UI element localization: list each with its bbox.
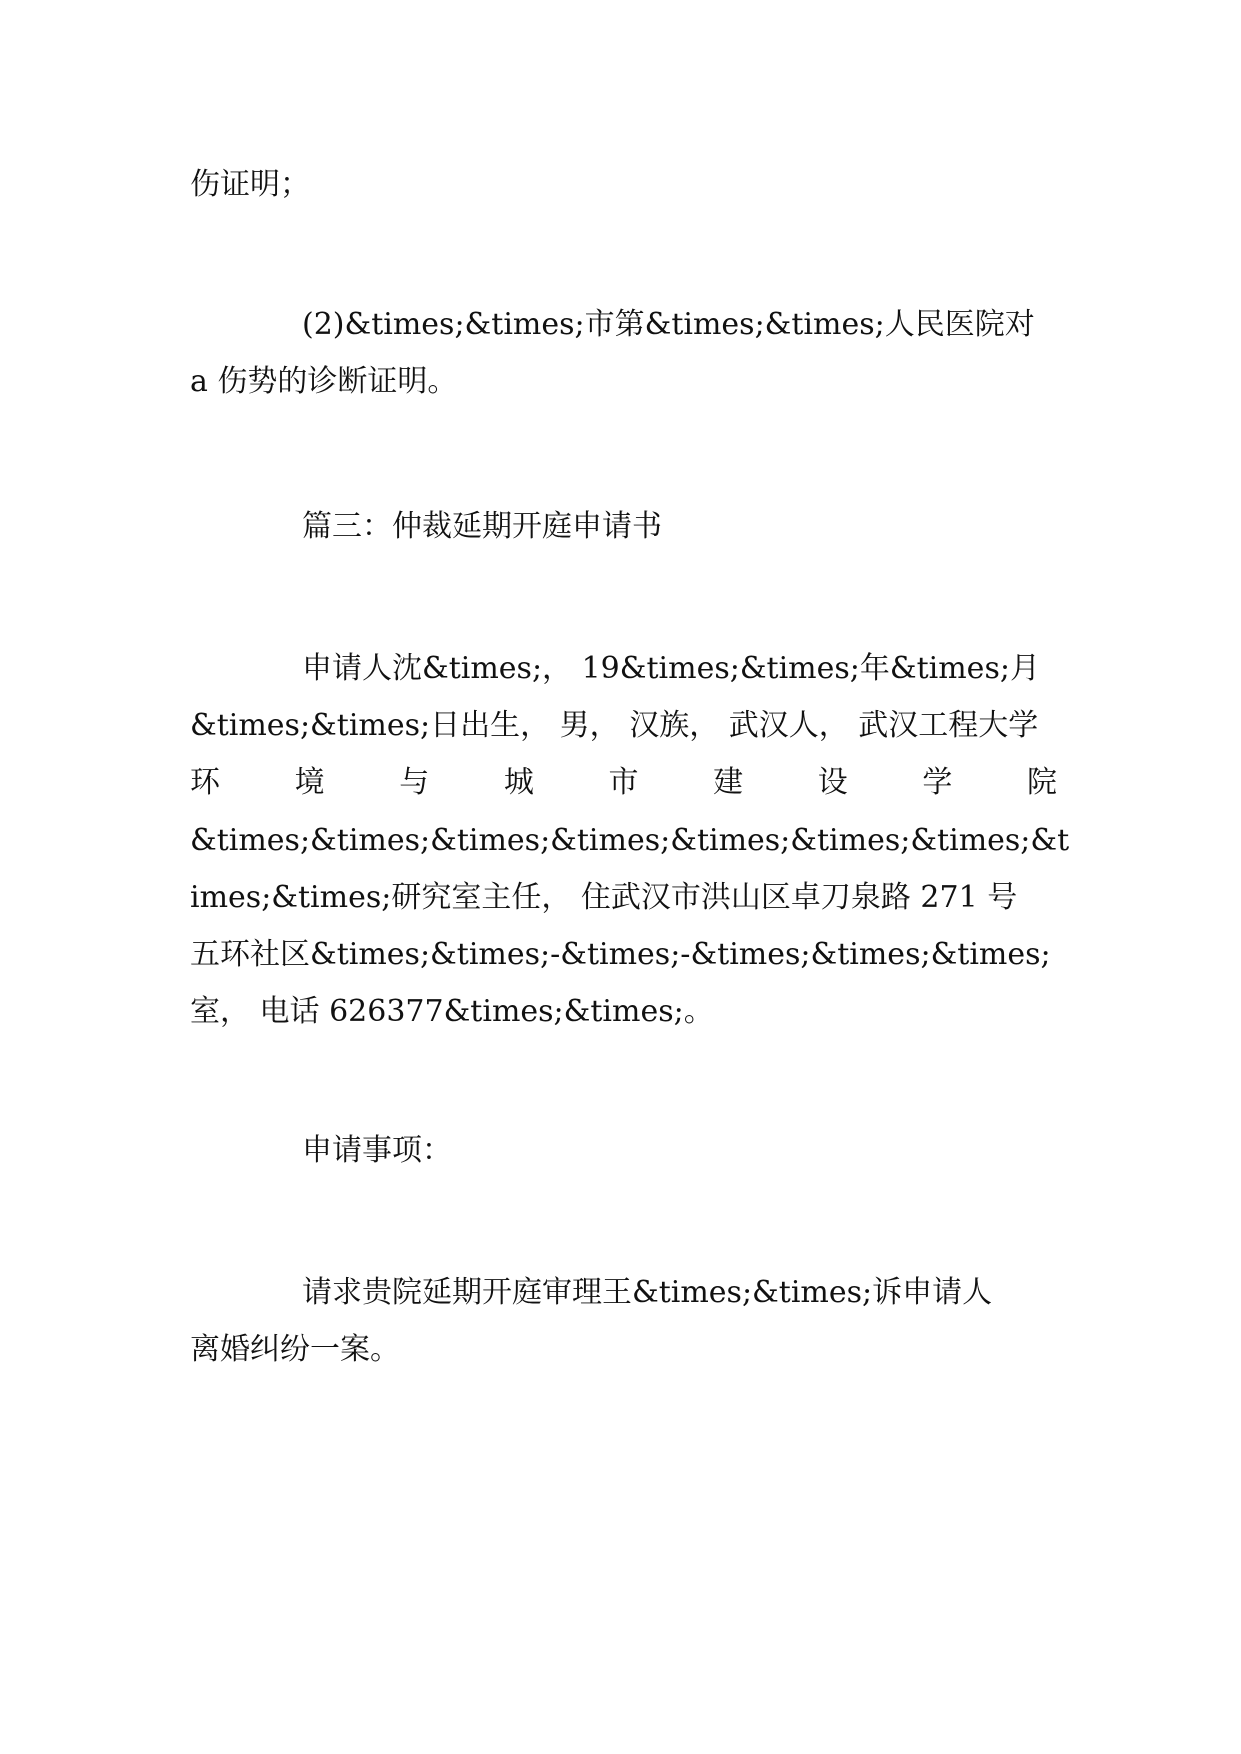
paragraph-text: &times;&times;&times;&times;&times;&times;&times;&t — [190, 823, 1070, 858]
subheading: 申请事项： — [302, 1133, 452, 1168]
paragraph-text: 室， 电话 626377&times;&times;。 — [190, 994, 714, 1029]
character: 学 — [922, 765, 953, 800]
character: 院 — [1027, 765, 1057, 800]
character: 建 — [713, 765, 744, 800]
justified-text-line — [190, 763, 1057, 803]
paragraph-text: 五环社区&times;&times;-&times;-&times;&times;&times; — [190, 937, 1051, 972]
paragraph-text: &times;&times;日出生， 男， 汉族， 武汉人， 武汉工程大学 — [190, 708, 1039, 743]
character: 市 — [608, 765, 639, 800]
paragraph-text: 申请人沈&times;， 19&times;&times;年&times;月 — [302, 651, 1040, 686]
character: 城 — [503, 765, 534, 800]
character: 环 — [190, 765, 220, 800]
character: 设 — [817, 765, 848, 800]
paragraph-text: 离婚纠纷一案。 — [190, 1332, 400, 1367]
section-title: 篇三：仲裁延期开庭申请书 — [302, 509, 662, 544]
paragraph-text: a 伤势的诊断证明。 — [190, 364, 458, 399]
paragraph-text: (2)&times;&times;市第&times;&times;人民医院对 — [302, 307, 1035, 342]
paragraph-text: 伤证明； — [190, 167, 310, 202]
paragraph-text: imes;&times;研究室主任， 住武汉市洪山区卓刀泉路 271 号 — [190, 880, 1018, 915]
character: 与 — [399, 765, 430, 800]
character: 境 — [294, 765, 325, 800]
paragraph-text: 请求贵院延期开庭审理王&times;&times;诉申请人 — [302, 1275, 993, 1310]
